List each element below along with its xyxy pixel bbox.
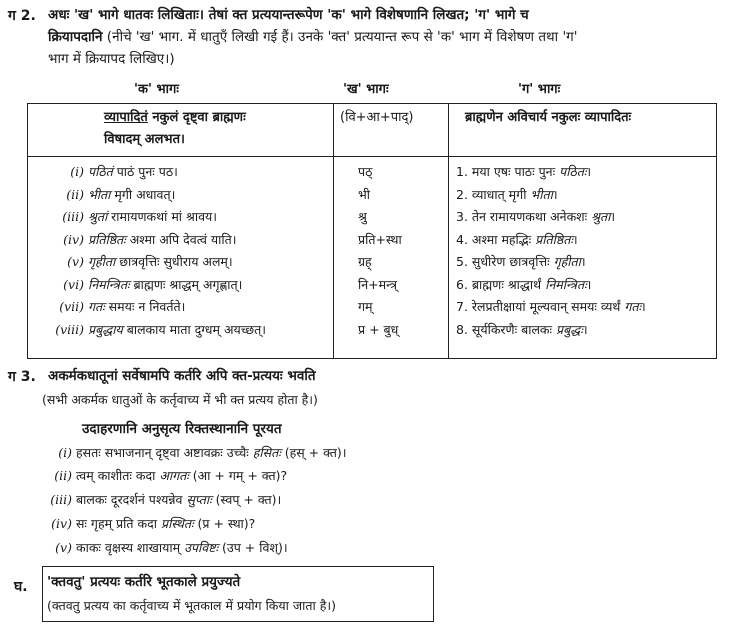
item-root: (उप + विश्)। xyxy=(218,540,288,555)
column-divider xyxy=(448,104,449,358)
item-number: (i) xyxy=(58,445,72,460)
sentence: 4. अश्मा महद्भिः xyxy=(456,231,536,247)
question-2-line1: अधः 'ख' भागे धातवः लिखिताः। तेषां क्त प्रत्ययान्तरूपेण 'क' भागे विशेषणानि लिखत; 'ग' भागे च xyxy=(48,7,529,23)
exercise-item xyxy=(50,537,288,558)
item-root: (स्वप् + क्त)। xyxy=(211,492,282,507)
table-row-a xyxy=(34,184,175,207)
item-answer: आगतः xyxy=(159,468,189,483)
exercise-item xyxy=(50,442,347,463)
table-row-a xyxy=(34,296,185,319)
sentence-rest: छात्रवृत्तिः सुधीराय अलम्। xyxy=(115,254,233,269)
question-3-number: ग 3. xyxy=(8,369,36,385)
table-row-c xyxy=(456,184,558,207)
question-2-number: ग 2. xyxy=(8,8,36,24)
question-3-translation: (सभी अकर्मक धातुओं के कर्तृवाच्य में भी क्त प्रत्यय होता है।) xyxy=(42,392,318,407)
danda: । xyxy=(580,254,586,269)
adjective: गतः xyxy=(87,299,105,314)
item-number: (iv) xyxy=(51,516,72,531)
sentence-rest: ब्राह्मणः श्राद्धम् अगृह्णात्। xyxy=(129,276,243,292)
adjective: श्रुतां xyxy=(87,209,108,224)
sentence-rest: अश्मा अपि देवत्वं याति। xyxy=(125,231,237,247)
table-row-a xyxy=(34,251,233,274)
sentence: 8. सूर्यकिरणैः बालकः xyxy=(456,321,557,337)
verb: प्रतिष्ठितः xyxy=(535,231,573,247)
item-number: (ii) xyxy=(54,468,72,483)
adjective: प्रबुद्धाय xyxy=(87,321,123,337)
adjective: भीता xyxy=(87,186,111,202)
column-divider xyxy=(333,104,334,358)
table-row-a xyxy=(34,274,242,297)
underlined-word: व्यापादितं xyxy=(104,110,148,125)
sentence-rest: मृगी अधावत्। xyxy=(110,186,176,202)
item-number: (iii) xyxy=(50,492,72,507)
table-row-root: नि+मन्त्र् xyxy=(358,276,398,292)
danda: । xyxy=(641,299,646,314)
adjective: निमन्त्रितः xyxy=(87,276,130,292)
table-row-a xyxy=(34,206,217,229)
danda: । xyxy=(552,186,558,202)
verb: गतः xyxy=(624,299,642,314)
table-row-c xyxy=(456,319,588,342)
exercise-item xyxy=(44,513,255,534)
row-number: (viii) xyxy=(55,321,84,337)
item-answer: सुप्ताः xyxy=(186,492,212,507)
item-number: (v) xyxy=(55,540,72,555)
item-root: (हस् + क्त)। xyxy=(280,445,347,460)
header-col-c: ब्राह्मणेन अविचार्य नकुलः व्यापादितः xyxy=(465,110,632,125)
row-number: (iv) xyxy=(63,231,84,247)
item-text: त्वम् काशीतः कदा xyxy=(75,468,160,483)
question-2-line2-bold: क्रियापदानि xyxy=(48,29,103,45)
item-root: (आ + गम् + क्त)? xyxy=(188,468,288,483)
table-row-a xyxy=(34,319,266,342)
question-4-translation: (क्तवतु प्रत्यय का कर्तृवाच्य में भूतकाल में प्रयोग किया जाता है।) xyxy=(47,598,336,613)
item-answer: उपविष्टः xyxy=(184,540,219,555)
verb: श्रुता xyxy=(591,209,611,224)
rule-box xyxy=(42,566,434,622)
danda: । xyxy=(572,231,578,247)
table-row-a xyxy=(34,229,237,252)
section-label-ga: 'ग' भागः xyxy=(518,82,561,97)
sentence: 5. सुधीरेण छात्रवृत्तिः xyxy=(456,254,554,269)
table-row-c xyxy=(456,161,591,184)
item-text: हसतः सभाजनान् दृष्ट्वा अष्टावक्रः उच्चैः xyxy=(75,445,253,460)
table-row-root: श्रु xyxy=(358,209,367,224)
adjective: गृहीता xyxy=(87,254,116,269)
question-2-line2-rest: (नीचे 'ख' भाग. में धातुएँ लिखी गई हैं। उनके 'क्त' प्रत्ययान्त रूप से 'क' भाग में विशेषण तथा 'ग' xyxy=(102,29,578,45)
row-number: (vii) xyxy=(59,299,84,314)
table-row-root: भी xyxy=(358,186,371,202)
table-row-c xyxy=(456,251,586,274)
row-number: (ii) xyxy=(66,186,84,202)
section-label-kha: 'ख' भागः xyxy=(343,82,389,97)
sentence: 7. रेलप्रतीक्षायां मूल्यवान् समयः व्यर्थं xyxy=(456,299,625,314)
question-2-line2 xyxy=(48,26,578,48)
verb: गृहीता xyxy=(553,254,581,269)
sentence-rest: बालकाय माता दुग्धम् अयच्छत्। xyxy=(122,321,266,337)
sentence-rest: समयः न निवर्तते। xyxy=(104,299,186,314)
table-row-root: गम् xyxy=(358,299,373,314)
row-number: (iii) xyxy=(62,209,84,224)
item-text: बालकः दूरदर्शनं पश्यन्नेव xyxy=(75,492,187,507)
verb-table xyxy=(27,103,717,359)
sentence: 3. तेन रामायणकथा अनेकशः xyxy=(456,209,592,224)
danda: । xyxy=(586,276,592,292)
verb: प्रबुद्धः xyxy=(556,321,583,337)
danda: । xyxy=(582,321,588,337)
danda: । xyxy=(586,164,592,179)
verb: निमन्त्रितः xyxy=(545,276,587,292)
table-row-a xyxy=(34,161,178,184)
sentence: 2. व्याधात् मृगी xyxy=(456,186,531,202)
table-row-root: प्रति+स्था xyxy=(358,231,402,247)
adjective: प्रतिष्ठितः xyxy=(87,231,126,247)
table-row-c xyxy=(456,296,646,319)
verb: भीता xyxy=(530,186,553,202)
exercise-item xyxy=(50,465,287,486)
adjective: पठितं xyxy=(87,164,113,179)
row-number: (vi) xyxy=(63,276,84,292)
item-text: सः गृहम् प्रति कदा xyxy=(75,516,161,531)
table-row-c xyxy=(456,206,615,229)
table-row-root: प्र + बुध् xyxy=(358,321,399,337)
row-number: (v) xyxy=(67,254,84,269)
item-text: काकः वृक्षस्य शाखायाम् xyxy=(75,540,185,555)
danda: । xyxy=(610,209,616,224)
sentence-rest: पाठं पुनः पठ। xyxy=(112,164,178,179)
table-row-root: ग्रह् xyxy=(358,254,372,269)
item-root: (प्र + स्था)? xyxy=(193,516,256,531)
sentence-rest: रामायणकथां मां श्रावय। xyxy=(107,209,218,224)
question-3-title: अकर्मकधातूनां सर्वेषामपि कर्तरि अपि क्त-प्रत्ययः भवति xyxy=(48,368,316,384)
question-2-line3: भाग में क्रियापद लिखिए।) xyxy=(48,51,175,67)
header-col-a-line1 xyxy=(104,107,246,130)
header-divider xyxy=(28,156,716,157)
row-number: (i) xyxy=(70,164,84,179)
sentence: 6. ब्राह्मणः श्राद्धार्थं xyxy=(456,276,546,292)
verb: पठितः xyxy=(559,164,587,179)
question-4-number: घ. xyxy=(14,579,28,595)
sentence: 1. मया एषः पाठः पुनः xyxy=(456,164,560,179)
item-answer: प्रस्थितः xyxy=(160,516,194,531)
header-col-b: (वि+आ+पाद्) xyxy=(340,110,414,125)
exercise-item xyxy=(44,489,281,510)
question-3-instruction: उदाहरणानि अनुसृत्य रिक्तस्थानानि पूरयत xyxy=(82,421,282,437)
question-4-title: 'क्तवतु' प्रत्ययः कर्तरि भूतकाले प्रयुज्यते xyxy=(47,574,241,590)
header-col-a-rest: नकुलं दृष्ट्वा ब्राह्मणः xyxy=(147,110,246,125)
table-row-root: पठ् xyxy=(358,164,373,179)
item-answer: हसितः xyxy=(252,445,281,460)
table-row-c xyxy=(456,229,578,252)
table-row-c xyxy=(456,274,591,297)
header-col-a-line2: विषादम् अलभत। xyxy=(104,132,185,147)
section-label-ka: 'क' भागः xyxy=(134,82,179,97)
